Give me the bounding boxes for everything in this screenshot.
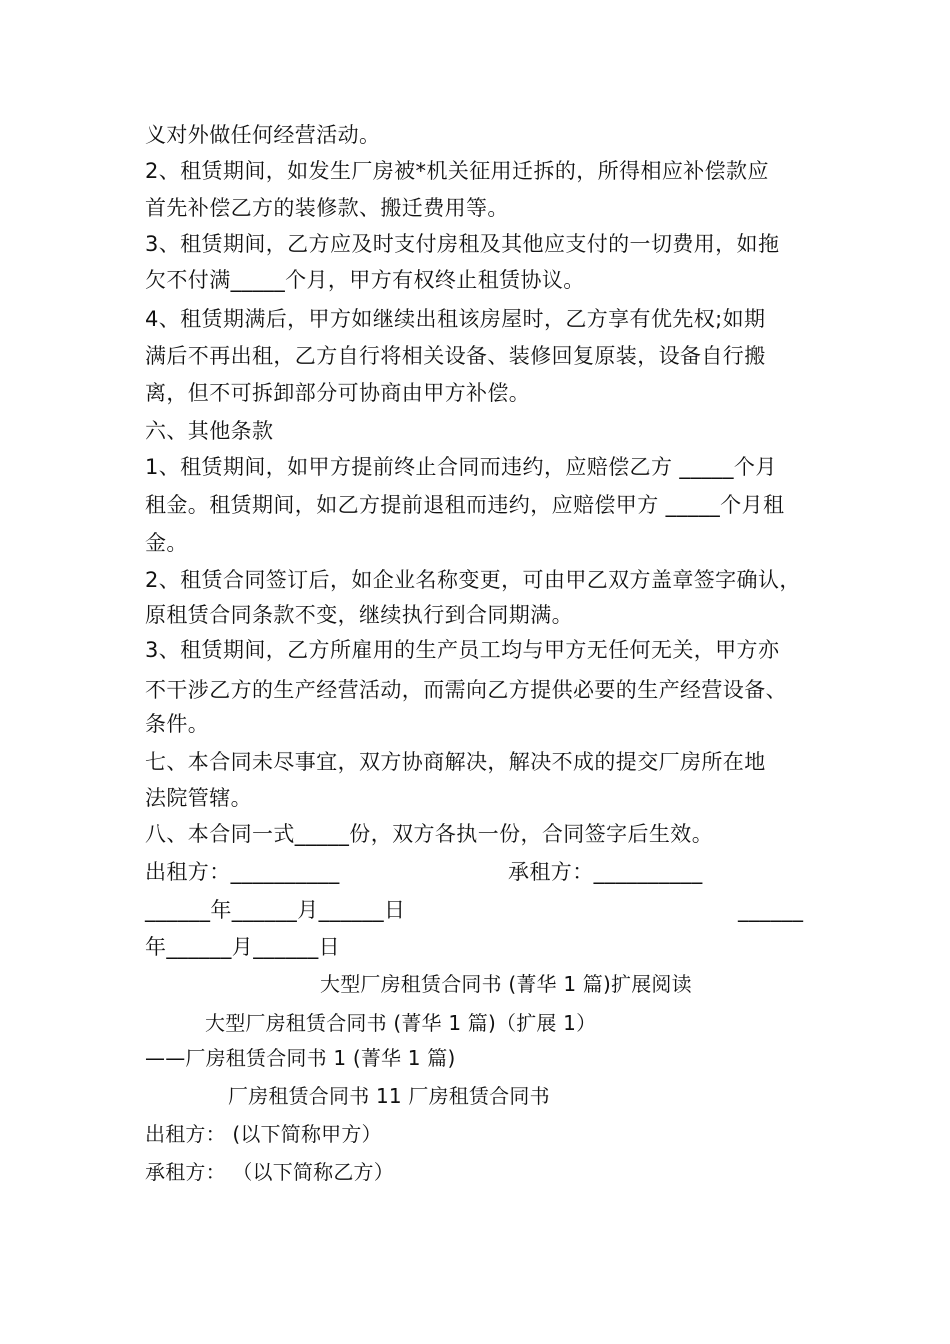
text-line: 七、本合同未尽事宜，双方协商解决，解决不成的提交厂房所在地 <box>145 750 766 774</box>
text-line: 离，但不可拆卸部分可协商由甲方补偿。 <box>145 381 531 405</box>
text-line: 3、租赁期间，乙方应及时支付房租及其他应支付的一切费用，如拖 <box>145 232 780 256</box>
text-line: 2、租赁合同签订后，如企业名称变更，可由甲乙双方盖章签字确认， <box>145 568 801 592</box>
extended-subheading: 大型厂房租赁合同书 (菁华 1 篇)（扩展 1） <box>205 1011 597 1035</box>
text-line: 条件。 <box>145 712 210 736</box>
text-line: 不干涉乙方的生产经营活动，而需向乙方提供必要的生产经营设备、 <box>145 678 787 702</box>
text-line: 4、租赁期满后，甲方如继续出租该房屋时，乙方享有优先权;如期 <box>145 307 766 331</box>
text-line: 义对外做任何经营活动。 <box>145 123 381 147</box>
text-line: 欠不付满_____个月，甲方有权终止租赁协议。 <box>145 268 585 292</box>
text-line: 法院管辖。 <box>145 786 252 810</box>
lessor-signature: 出租方：__________ <box>145 860 340 884</box>
contract-title: 厂房租赁合同书 11 厂房租赁合同书 <box>228 1084 550 1108</box>
text-line: 1、租赁期间，如甲方提前终止合同而违约，应赔偿乙方 _____个月 <box>145 455 777 479</box>
text-line: 八、本合同一式_____份，双方各执一份，合同签字后生效。 <box>145 822 714 846</box>
dash-title: ——厂房租赁合同书 1 (菁华 1 篇) <box>145 1046 456 1070</box>
text-line: 满后不再出租，乙方自行将相关设备、装修回复原装，设备自行搬 <box>145 344 766 368</box>
lessee-line: 承租方： （以下简称乙方） <box>145 1160 394 1184</box>
date-continued: 年______月______日 <box>145 935 340 959</box>
date-right-blank: ______ <box>738 898 804 922</box>
text-line: 金。 <box>145 531 188 555</box>
extended-reading-heading: 大型厂房租赁合同书 (菁华 1 篇)扩展阅读 <box>320 972 692 996</box>
text-line: 原租赁合同条款不变，继续执行到合同期满。 <box>145 603 573 627</box>
lessee-signature: 承租方：__________ <box>508 860 703 884</box>
lessor-line: 出租方： (以下简称甲方） <box>145 1122 382 1146</box>
section-heading: 六、其他条款 <box>145 419 274 443</box>
text-line: 首先补偿乙方的装修款、搬迁费用等。 <box>145 196 509 220</box>
text-line: 2、租赁期间，如发生厂房被*机关征用迁拆的，所得相应补偿款应 <box>145 159 769 183</box>
text-line: 租金。租赁期间，如乙方提前退租而违约，应赔偿甲方 _____个月租 <box>145 493 785 517</box>
text-line: 3、租赁期间，乙方所雇用的生产员工均与甲方无任何无关，甲方亦 <box>145 638 780 662</box>
date-left: ______年______月______日 <box>145 898 406 922</box>
